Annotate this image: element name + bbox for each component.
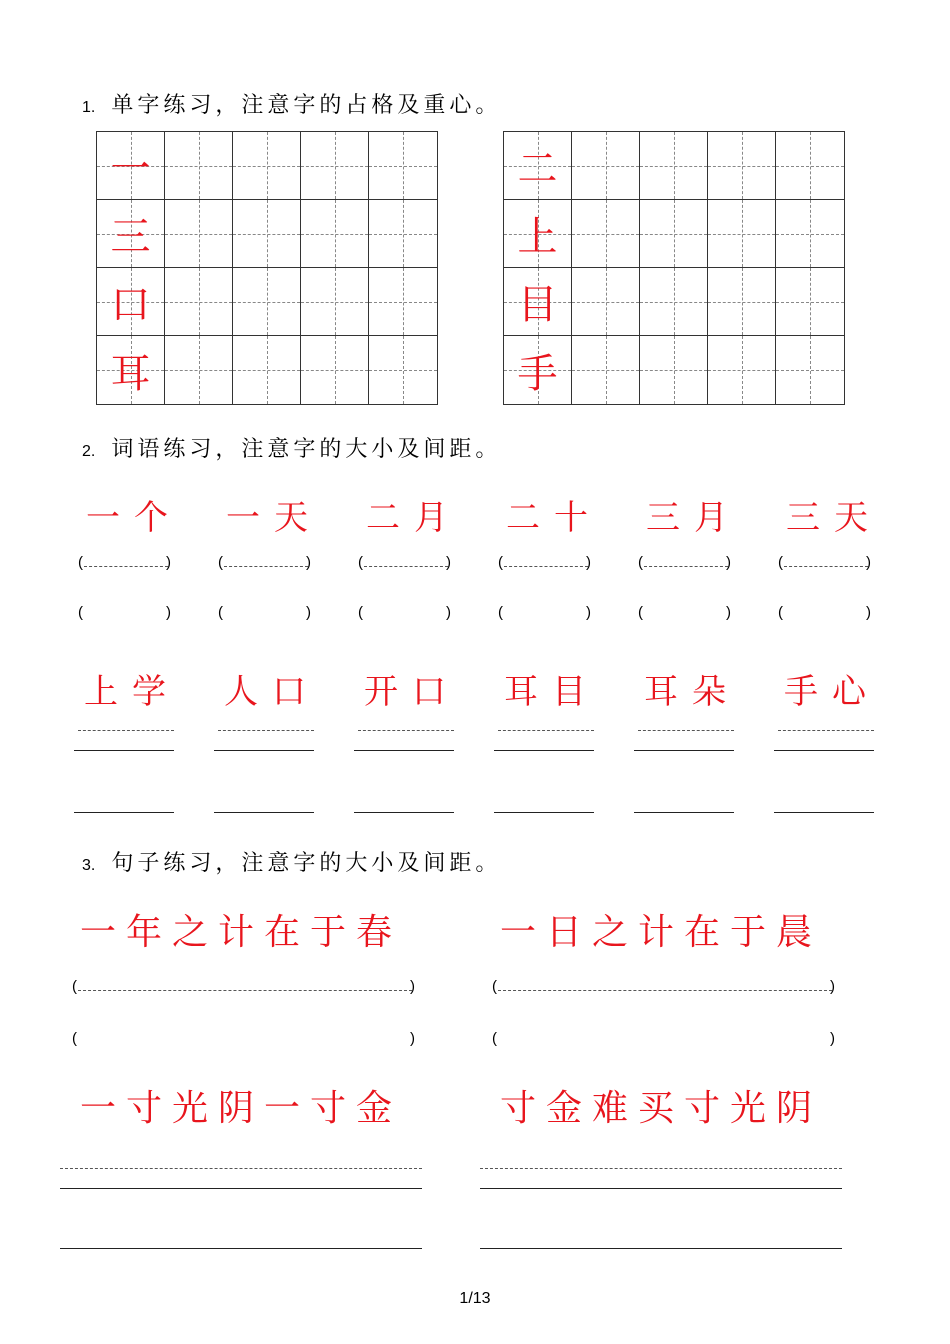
writing-line <box>60 1248 422 1249</box>
paren-close: ) <box>166 604 171 621</box>
character-grid-left <box>96 131 438 405</box>
paren-open: ( <box>638 604 643 621</box>
writing-line <box>60 1188 422 1189</box>
character-grid-right <box>503 131 845 405</box>
paren-dotted-guide <box>78 990 412 991</box>
paren-open: ( <box>492 978 497 995</box>
writing-dotted-guide <box>498 730 594 731</box>
section-number: 2. <box>82 443 96 460</box>
model-character: 上 <box>517 214 558 260</box>
writing-line <box>74 750 174 751</box>
writing-line <box>494 812 594 813</box>
sentence-model: 一年之计在于春 <box>80 912 403 953</box>
practice-cell <box>301 200 369 268</box>
writing-dotted-guide <box>218 730 314 731</box>
paren-close: ) <box>166 554 171 571</box>
writing-dotted-guide <box>778 730 874 731</box>
model-character: 一 <box>110 146 151 192</box>
model-character-cell <box>504 200 572 268</box>
paren-close: ) <box>586 604 591 621</box>
paren-close: ) <box>726 604 731 621</box>
section-text: 词语练习，注意字的大小及间距。 <box>111 437 502 462</box>
sentence-model: 寸金难买寸光阴 <box>500 1088 823 1129</box>
paren-open: ( <box>72 1030 77 1047</box>
paren-open: ( <box>498 604 503 621</box>
paren-close: ) <box>830 978 835 995</box>
paren-dotted-guide <box>644 566 728 567</box>
word-model: 一个 <box>86 498 182 538</box>
practice-cell <box>301 268 369 336</box>
writing-line <box>74 812 174 813</box>
writing-line <box>634 750 734 751</box>
model-character: 三 <box>110 214 151 260</box>
paren-close: ) <box>830 1030 835 1047</box>
word-model: 开口 <box>364 672 460 712</box>
paren-open: ( <box>72 978 77 995</box>
writing-dotted-guide <box>358 730 454 731</box>
practice-cell <box>233 336 301 404</box>
paren-close: ) <box>306 604 311 621</box>
paren-open: ( <box>218 604 223 621</box>
paren-open: ( <box>778 554 783 571</box>
paren-open: ( <box>358 554 363 571</box>
writing-line <box>214 750 314 751</box>
practice-cell <box>640 268 708 336</box>
practice-cell <box>640 336 708 404</box>
section-text: 单字练习，注意字的占格及重心。 <box>111 93 502 118</box>
paren-dotted-guide <box>498 990 832 991</box>
word-model: 二月 <box>366 498 462 538</box>
practice-cell <box>776 268 844 336</box>
writing-line <box>494 750 594 751</box>
writing-line <box>354 750 454 751</box>
paren-open: ( <box>492 1030 497 1047</box>
sentence-model: 一寸光阴一寸金 <box>80 1088 403 1129</box>
practice-cell <box>640 132 708 200</box>
practice-cell <box>369 336 437 404</box>
practice-cell <box>233 132 301 200</box>
section-number: 3. <box>82 857 96 874</box>
paren-dotted-guide <box>784 566 868 567</box>
model-character: 耳 <box>110 350 151 397</box>
section-number: 1. <box>82 99 96 116</box>
paren-close: ) <box>446 554 451 571</box>
model-character-cell <box>97 200 165 268</box>
page-number: 1/13 <box>459 1290 491 1307</box>
practice-cell <box>776 132 844 200</box>
writing-dotted-guide <box>638 730 734 731</box>
paren-open: ( <box>498 554 503 571</box>
section-1-title <box>82 88 501 119</box>
word-model: 一天 <box>226 498 322 538</box>
practice-cell <box>369 200 437 268</box>
writing-line <box>480 1248 842 1249</box>
paren-close: ) <box>726 554 731 571</box>
writing-line <box>774 750 874 751</box>
paren-close: ) <box>306 554 311 571</box>
practice-cell <box>640 200 708 268</box>
model-character-cell <box>504 268 572 336</box>
grid-row <box>97 200 437 268</box>
sentence-model: 一日之计在于晨 <box>500 912 823 953</box>
practice-cell <box>165 132 233 200</box>
model-character-cell <box>504 336 572 404</box>
grid-row <box>97 132 437 200</box>
paren-close: ) <box>866 554 871 571</box>
practice-cell <box>572 132 640 200</box>
paren-close: ) <box>866 604 871 621</box>
model-character-cell <box>97 268 165 336</box>
paren-open: ( <box>78 554 83 571</box>
word-model: 耳朵 <box>644 672 740 712</box>
paren-open: ( <box>78 604 83 621</box>
word-model: 三月 <box>646 498 742 538</box>
word-model: 手心 <box>784 672 880 712</box>
practice-cell <box>776 200 844 268</box>
grid-row <box>504 268 844 336</box>
grid-row <box>97 268 437 336</box>
paren-close: ) <box>410 978 415 995</box>
practice-cell <box>369 268 437 336</box>
practice-cell <box>165 268 233 336</box>
practice-cell <box>233 200 301 268</box>
paren-dotted-guide <box>224 566 308 567</box>
word-model: 人口 <box>224 672 320 712</box>
practice-cell <box>572 268 640 336</box>
section-3-title <box>82 846 501 877</box>
writing-dotted-guide <box>60 1168 422 1169</box>
writing-line <box>634 812 734 813</box>
paren-dotted-guide <box>504 566 588 567</box>
writing-line <box>774 812 874 813</box>
model-character: 口 <box>110 282 151 328</box>
model-character-cell <box>504 132 572 200</box>
paren-dotted-guide <box>84 566 168 567</box>
section-text: 句子练习，注意字的大小及间距。 <box>111 851 502 876</box>
practice-cell <box>233 268 301 336</box>
grid-row <box>97 336 437 404</box>
model-character: 目 <box>517 282 558 328</box>
practice-cell <box>708 132 776 200</box>
paren-open: ( <box>778 604 783 621</box>
paren-open: ( <box>638 554 643 571</box>
model-character: 手 <box>517 350 558 397</box>
practice-cell <box>165 200 233 268</box>
section-2-title <box>82 432 501 463</box>
writing-line <box>214 812 314 813</box>
practice-cell <box>708 336 776 404</box>
practice-cell <box>708 268 776 336</box>
practice-cell <box>301 336 369 404</box>
writing-line <box>480 1188 842 1189</box>
paren-close: ) <box>446 604 451 621</box>
practice-cell <box>708 200 776 268</box>
writing-dotted-guide <box>78 730 174 731</box>
model-character: 二 <box>517 146 558 192</box>
practice-cell <box>572 336 640 404</box>
model-character-cell <box>97 132 165 200</box>
word-model: 二十 <box>506 498 602 538</box>
grid-row <box>504 132 844 200</box>
practice-cell <box>369 132 437 200</box>
paren-dotted-guide <box>364 566 448 567</box>
word-model: 上学 <box>84 672 180 712</box>
writing-dotted-guide <box>480 1168 842 1169</box>
writing-line <box>354 812 454 813</box>
grid-row <box>504 336 844 404</box>
paren-open: ( <box>218 554 223 571</box>
practice-cell <box>165 336 233 404</box>
model-character-cell <box>97 336 165 404</box>
paren-close: ) <box>410 1030 415 1047</box>
word-model: 三天 <box>786 498 882 538</box>
paren-open: ( <box>358 604 363 621</box>
practice-cell <box>301 132 369 200</box>
grid-row <box>504 200 844 268</box>
practice-cell <box>776 336 844 404</box>
practice-cell <box>572 200 640 268</box>
paren-close: ) <box>586 554 591 571</box>
word-model: 耳目 <box>504 672 600 712</box>
